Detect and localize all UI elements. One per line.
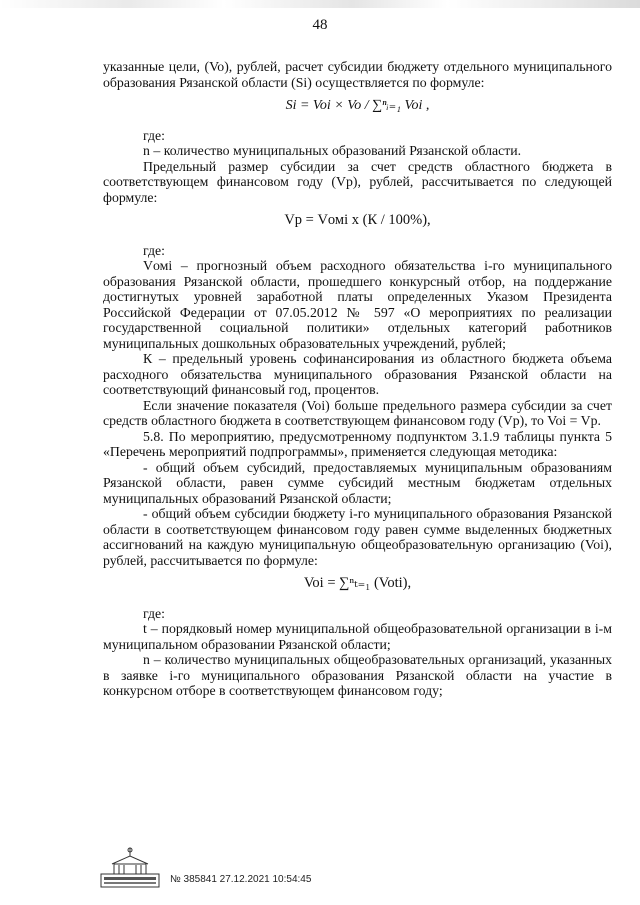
formula-si: Si = Voi × Vo / ∑ⁿᵢ₌₁ Voi ,: [285, 98, 430, 113]
formula-voi: Voi = ∑ⁿₜ₌₁ (Voti),: [303, 575, 412, 591]
bullet-total-subsidies: - общий объем субсидий, предоставляемых муниципальным образованиям Рязанской области, равен сумме субсидий местным бюджетам отдельных муниципальных образований Рязанской области;: [103, 459, 612, 506]
bullet-subsidy-municipality: - общий объем субсидии бюджету i-го муниципального образования Рязанской области в соответствующем финансовом году равен сумме выделенных бюджетных ассигнований на каждую муниципальную общеобразовательную организацию (Voi), рублей, рассчитывается по формуле:: [103, 506, 612, 568]
where-label: где:: [143, 242, 165, 258]
definition-k: К – предельный уровень софинансирования из областного бюджета объема расходного обязательства муниципального образования Рязанской области на соответствующий финансовый год, процентов.: [103, 351, 612, 397]
scan-edge: [0, 0, 640, 8]
registration-stamp: № 385841 27.12.2021 10:54:45: [170, 874, 312, 885]
definition-n: n – количество муниципальных образований Рязанской области.: [143, 143, 522, 158]
where-label: где:: [143, 127, 165, 143]
definition-vomi: Vомi – прогнозный объем расходного обязательства i-го муниципального образования Рязанской области, прошедшего конкурсный отбор, на поддержание достигнутых уровней заработной платы определенных Указом Президента Российской Федерации от 07.05.2012 № 597 «О мероприятиях по реализации государственной социальной политики» отдельных категорий работников муниципальных дошкольных образовательных учреждений, рублей;: [103, 258, 612, 351]
paragraph-condition: Если значение показателя (Voi) больше предельного размера субсидии за счет средств областного бюджета в соответствующем финансовом году (Vр), то Voi = Vр.: [103, 397, 612, 428]
paragraph-1: указанные цели, (Vo), рублей, расчет субсидии бюджету отдельного муниципального образования Рязанской области (Si) осуществляется по формуле:: [103, 59, 612, 90]
definition-t: t – порядковый номер муниципальной общеобразовательной организации в i-м муниципальном образовании Рязанской области;: [103, 621, 612, 652]
where-label: где:: [143, 605, 165, 621]
government-building-icon: [100, 846, 160, 888]
paragraph-5-8: 5.8. По мероприятию, предусмотренному подпунктом 3.1.9 таблицы пункта 5 «Перечень мероприятий подпрограммы», применяется следующая методика:: [103, 428, 612, 459]
paragraph-limit: Предельный размер субсидии за счет средств областного бюджета в соответствующем финансовом году (Vр), рублей, рассчитывается по следующей формуле:: [103, 158, 612, 205]
formula-vp: Vр = Vомi х (К / 100%),: [284, 212, 431, 228]
document-body: [103, 59, 612, 699]
page-number: 48: [312, 17, 328, 33]
definition-n-organizations: n – количество муниципальных общеобразовательных организаций, указанных в заявке i-го муниципального образования Рязанской области на участие в конкурсном отборе в соответствующем финансовом году;: [103, 652, 612, 698]
document-footer: [100, 846, 360, 896]
